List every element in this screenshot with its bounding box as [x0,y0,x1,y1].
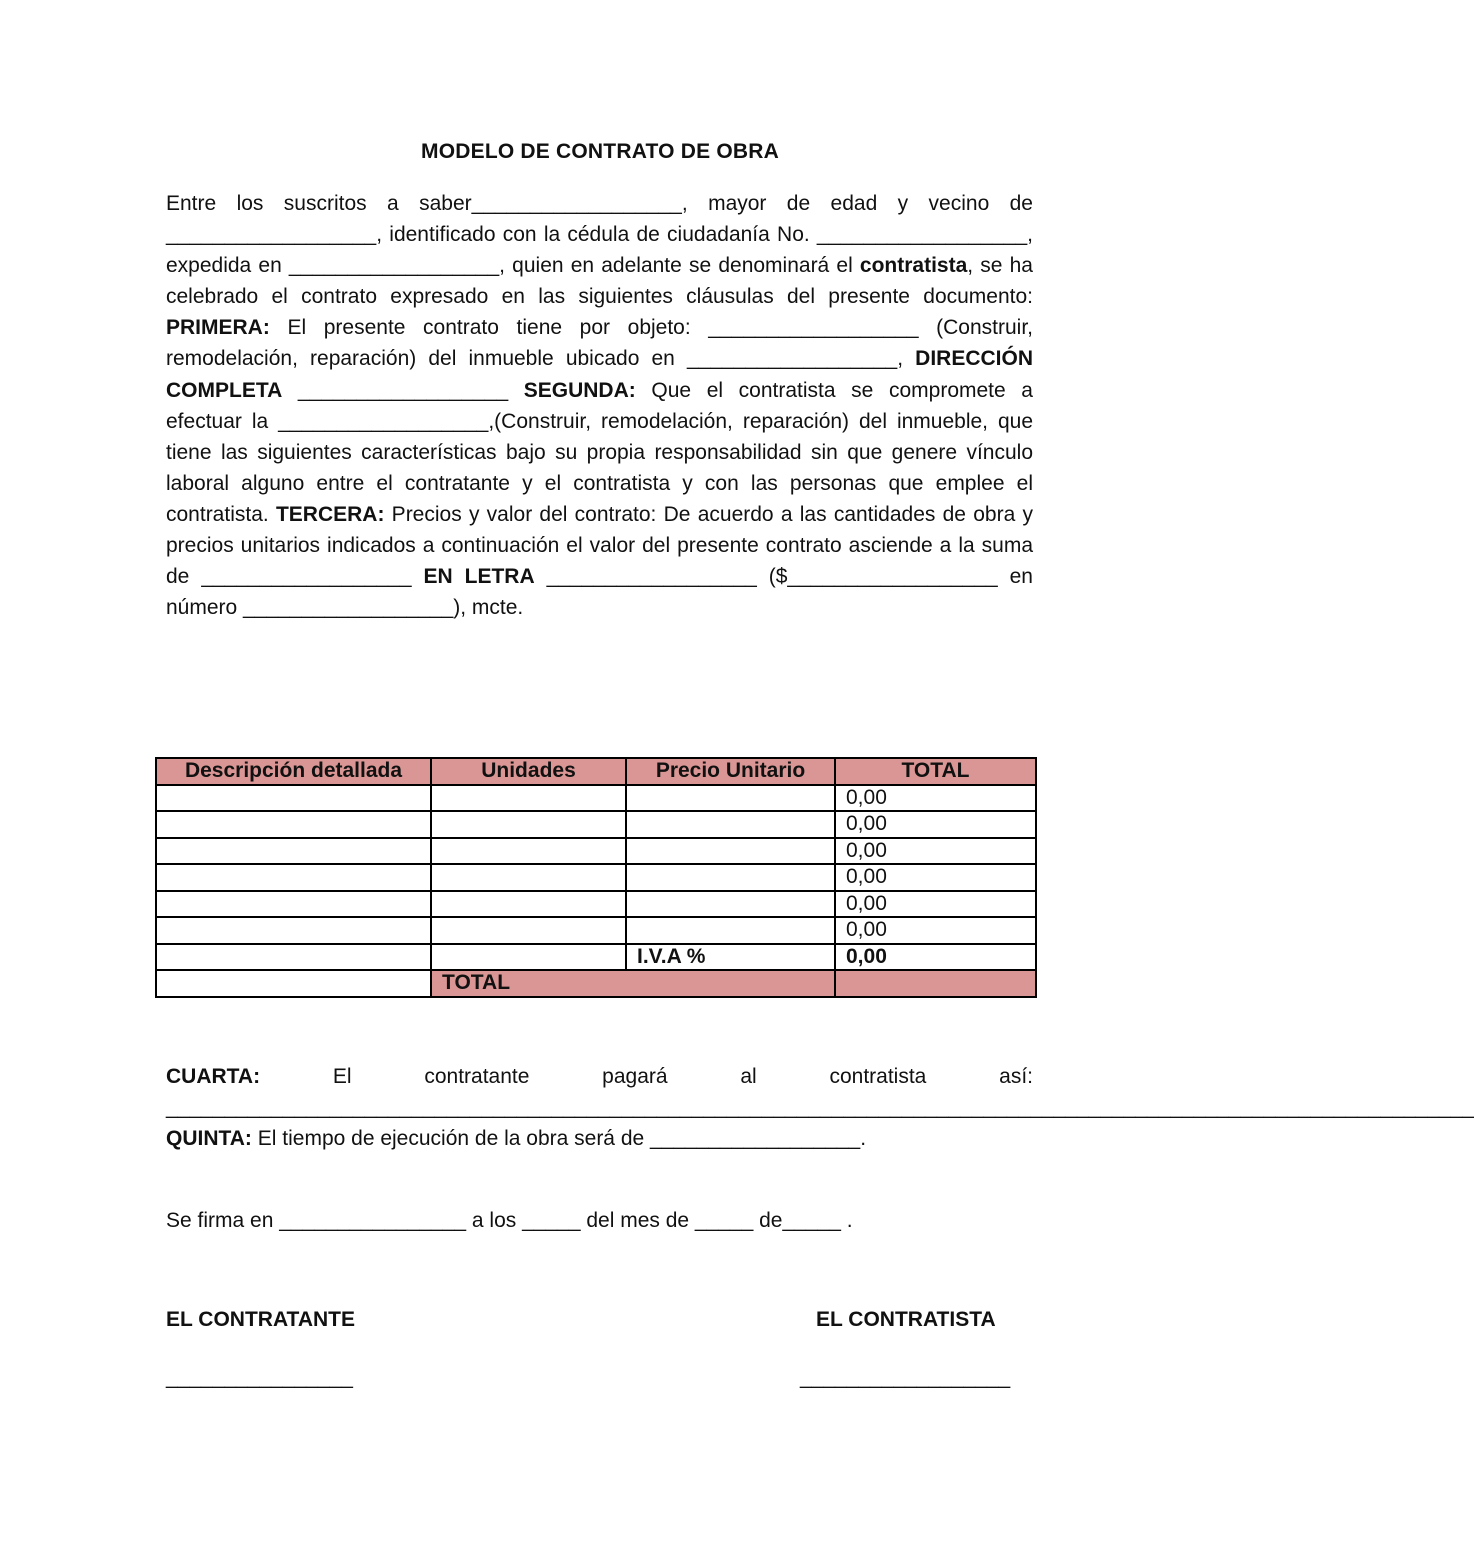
price-table [155,757,1037,998]
cell-precio[interactable] [626,785,835,812]
contract-intro-paragraph [166,188,1033,623]
document-title: MODELO DE CONTRATO DE OBRA [421,140,779,163]
intro-run: DIRECCIÓN COMPLETA [166,347,1033,402]
clause-run: El tiempo de ejecución de la obra será de __________________. [251,1127,867,1151]
intro-run: Entre los suscritos a saber__________________, mayor de edad y vecino de __________________, identificado con la cédula de ciudadanía No. __________________, expedida en __________________, quien en adelante se denominará el [166,192,1033,278]
header-total: TOTAL [835,758,1036,785]
cell-total: 0,00 [835,891,1036,918]
intro-run: El presente contrato tiene por objeto: __________________ (Construir, remodelación, reparación) del inmueble ubicado en __________________, [166,316,1033,371]
cell-total: 0,00 [835,838,1036,865]
table-row [156,785,1036,812]
contratista-signature-line: __________________ [800,1366,1011,1389]
table-row [156,838,1036,865]
table-row [156,811,1036,838]
contratista-label: EL CONTRATISTA [816,1308,996,1331]
cell-total: 0,00 [835,917,1036,944]
iva-value: 0,00 [835,944,1036,971]
cell-total: 0,00 [835,811,1036,838]
clause-run: QUINTA: [166,1127,252,1151]
cell-unidades[interactable] [431,838,626,865]
intro-run: EN LETRA [423,565,535,589]
header-descripcion: Descripción detallada [156,758,431,785]
cell-descripcion[interactable] [156,891,431,918]
intro-run: Precios y valor del contrato: De acuerdo a las cantidades de obra y precios unitarios indicados a continuación el valor del presente contrato asciende a la suma de __________________ [166,502,1033,589]
cell-precio[interactable] [626,811,835,838]
cell-total: 0,00 [835,864,1036,891]
clause-run: CUARTA: [166,1065,261,1088]
intro-run: , se ha celebrado el contrato expresado en las siguientes cláusulas del presente documento: [166,254,1033,309]
intro-run: __________________ [282,378,524,402]
cell-unidades[interactable] [431,785,626,812]
header-unidades: Unidades [431,758,626,785]
intro-run: contratista [859,254,968,278]
table-header-row [156,758,1036,785]
intro-run: PRIMERA: [166,316,270,340]
cell-descripcion[interactable] [156,838,431,865]
header-precio-unitario: Precio Unitario [626,758,835,785]
intro-run: SEGUNDA: [523,378,636,402]
cell-descripcion[interactable] [156,864,431,891]
cell-precio[interactable] [626,891,835,918]
iva-label: I.V.A % [626,944,835,971]
table-row [156,891,1036,918]
clauses-paragraph [166,1061,1474,1154]
cell-precio[interactable] [626,838,835,865]
total-row [156,970,1036,997]
iva-row [156,944,1036,971]
cell-precio[interactable] [626,917,835,944]
intro-run: __________________ ($__________________ en número __________________), mcte. [166,565,1033,620]
signing-place-date: Se firma en ________________ a los _____ del mes de _____ de_____ . [166,1209,853,1232]
cell-precio[interactable] [626,864,835,891]
cell-unidades[interactable] [431,864,626,891]
cell-descripcion[interactable] [156,785,431,812]
clause-run: El contratante pagará al contratista así: ________________________________________________________________________________________________________________ [166,1065,1474,1120]
table-row [156,917,1036,944]
cell-unidades[interactable] [431,811,626,838]
intro-run: Que el contratista se compromete a efectuar la __________________,(Construir, remodelación, reparación) del inmueble, que tiene las siguientes características bajo su propia responsabilidad sin que genere vínculo laboral alguno entre el contratante y el contratista y con las personas que emplee el contratista. [166,378,1033,526]
contratante-signature-line: ________________ [166,1366,353,1389]
contratante-label: EL CONTRATANTE [166,1308,355,1331]
total-value [835,970,1036,997]
total-label: TOTAL [431,970,835,997]
cell-unidades[interactable] [431,917,626,944]
intro-run: TERCERA: [275,502,385,526]
table-row [156,864,1036,891]
cell-descripcion[interactable] [156,811,431,838]
cell-unidades[interactable] [431,891,626,918]
cell-total: 0,00 [835,785,1036,812]
cell-descripcion[interactable] [156,917,431,944]
